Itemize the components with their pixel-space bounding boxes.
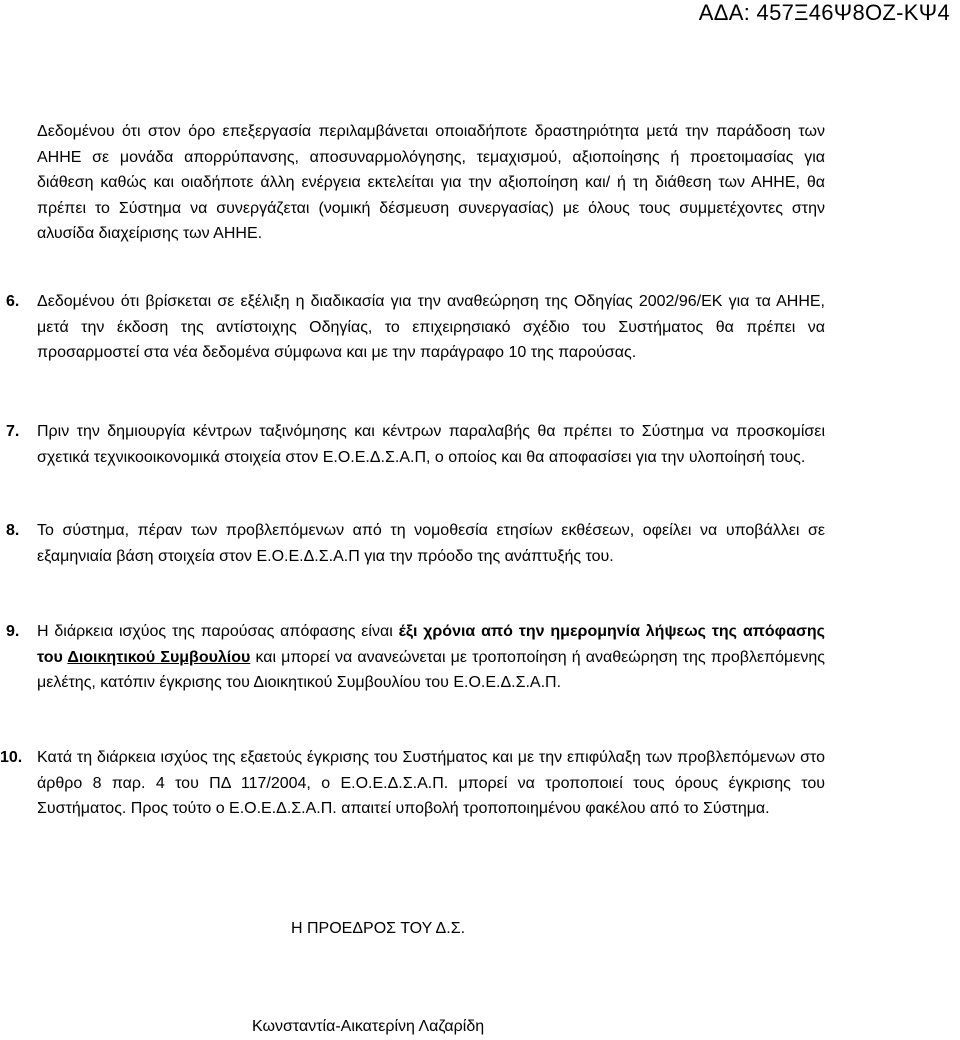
item-text: Το σύστημα, πέραν των προβλεπόμενων από τη νομοθεσία ετησίων εκθέσεων, οφείλει να υποβάλλει σε εξαμηνιαία βάση στοιχεία στον Ε.Ο.Ε.Δ.Σ.Α.Π για την πρόοδο της ανάπτυξής του. [37,522,825,565]
item-text-start: Η διάρκεια ισχύος της παρούσας απόφασης είναι [37,623,399,640]
item-text [37,619,825,696]
signature-name: Κωνσταντία-Αικατερίνη Λαζαρίδη [252,1018,485,1035]
duration-bold-text: έξι χρόνια από την ημερομηνία λήψεως της απόφασης του [37,623,825,666]
board-bold-underlined-text: Διοικητικού Συμβουλίου [67,648,251,666]
item-number: 10. [0,749,23,766]
item-text-end: και μπορεί να ανανεώνεται με τροποποίηση ή αναθεώρηση της προβλεπόμενης μελέτης, κατόπιν έγκρισης του Διοικητικού Συμβουλίου του Ε.Ο.Ε.Δ.Σ.Α.Π. [37,648,826,691]
item-text: Πριν την δημιουργία κέντρων ταξινόμησης και κέντρων παραλαβής θα πρέπει το Σύστημα να προσκομίσει σχετικά τεχνικοοικονομικά στοιχεία στον Ε.Ο.Ε.Δ.Σ.Α.Π, ο οποίος και θα αποφασίσει για την υλοποίησή τους. [37,423,825,466]
list-item-9 [6,619,826,696]
list-item-8 [6,518,825,569]
item-number: 6. [6,293,20,310]
list-item-10 [0,745,825,822]
item-text: Κατά τη διάρκεια ισχύος της εξαετούς έγκρισης του Συστήματος και με την επιφύλαξη των προβλεπόμενων στο άρθρο 8 παρ. 4 του ΠΔ 117/2004, ο Ε.Ο.Ε.Δ.Σ.Α.Π. μπορεί να τροποποιεί τους όρους έγκρισης του Συστήματος. Προς τούτο ο Ε.Ο.Ε.Δ.Σ.Α.Π. απαιτεί υποβολή τροποποιημένου φακέλου από το Σύστημα. [37,749,825,817]
ada-header: ΑΔΑ: 457Ξ46Ψ8ΟΖ-ΚΨ4 [698,0,950,25]
item-number: 7. [6,423,20,440]
item-text: Δεδομένου ότι βρίσκεται σε εξέλιξη η διαδικασία για την αναθεώρηση της Οδηγίας 2002/96/ΕΚ για τα ΑΗΗΕ, μετά την έκδοση της αντίστοιχης Οδηγίας, το επιχειρησιακό σχέδιο του Συστήματος θα πρέπει να προσαρμοστεί στα νέα δεδομένα σύμφωνα και με την παράγραφο 10 της παρούσας. [37,293,825,361]
item-number: 8. [6,522,20,539]
signature-title: Η ΠΡΟΕΔΡΟΣ ΤΟΥ Δ.Σ. [291,920,466,937]
list-item-7 [6,419,825,470]
list-item-6 [6,289,825,366]
intro-paragraph: Δεδομένου ότι στον όρο επεξεργασία περιλαμβάνεται οποιαδήποτε δραστηριότητα μετά την παράδοση των ΑΗΗΕ σε μονάδα απορρύπανσης, αποσυναρμολόγησης, τεμαχισμού, αξιοποίησης ή προετοιμασίας για διάθεση καθώς και οιαδήποτε άλλη ενέργεια εκτελείται για την αξιοποίηση και/ ή τη διάθεση των ΑΗΗΕ, θα πρέπει το Σύστημα να συνεργάζεται (νομική δέσμευση συνεργασίας) με όλους τους συμμετέχοντες στην αλυσίδα διαχείρισης των ΑΗΗΕ. [37,123,825,242]
item-number: 9. [6,623,20,640]
